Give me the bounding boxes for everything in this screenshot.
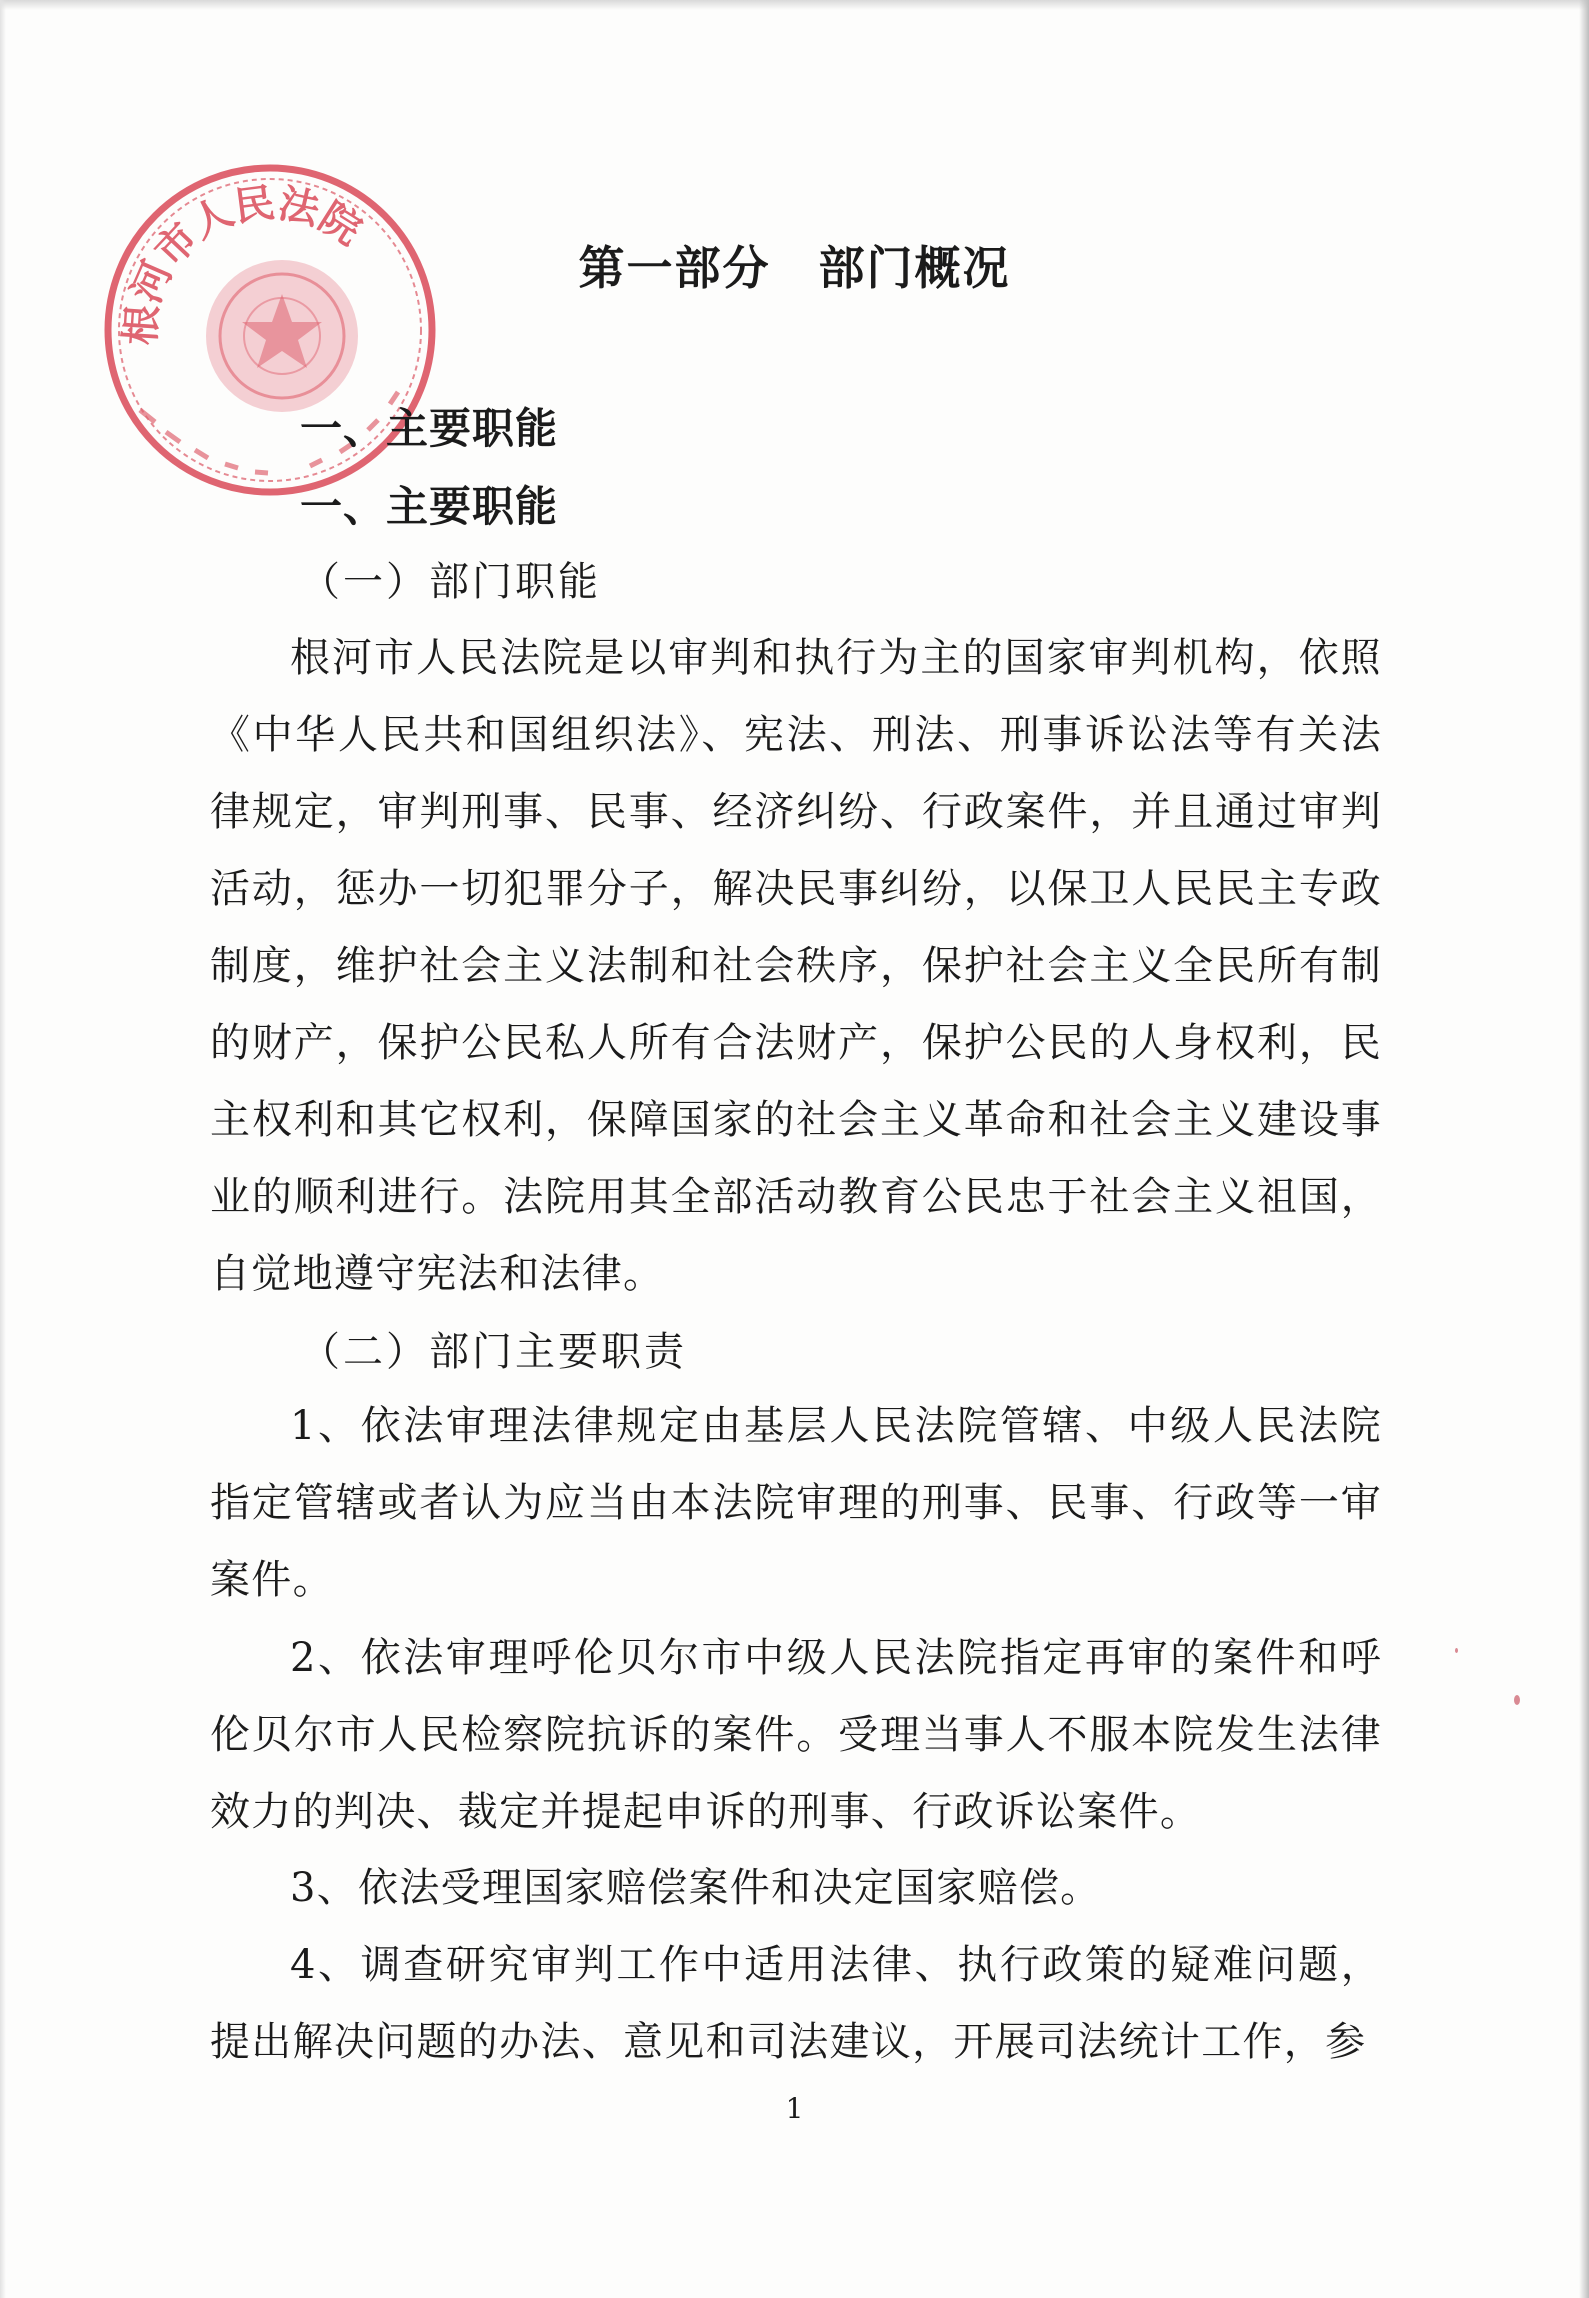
page-title: 第一部分 部门概况	[578, 241, 1011, 295]
functions-paragraph: 根河市人民法院是以审判和执行为主的国家审判机构，依照《中华人民共和国组织法》、宪法、刑法、刑事诉讼法等有关法律规定，审判刑事、民事、经济纠纷、行政案件，并且通过审判活动，惩办一切犯罪分子，解决民事纠纷，以保卫人民民主专政制度，维护社会主义法制和社会秩序，保护社会主义全民所有制的财产，保护公民私人所有合法财产，保护公民的人身权利，民主权利和其它权利，保障国家的社会主义革命和社会主义建设事业的顺利进行。法院用其全部活动教育公民忠于社会主义祖国，自觉地遵守宪法和法律。	[210, 635, 1382, 1297]
ink-speck	[1514, 1695, 1520, 1705]
duty-item-2: 2、依法审理呼伦贝尔市中级人民法院指定再审的案件和呼伦贝尔市人民检察院抗诉的案件。受理当事人不服本院发生法律效力的判决、裁定并提起申诉的刑事、行政诉讼案件。	[210, 1635, 1382, 1835]
duty-item-4: 4、调查研究审判工作中适用法律、执行政策的疑难问题，提出解决问题的办法、意见和司法建议，开展司法统计工作，参	[210, 1942, 1382, 2065]
duty-item-1: 1、依法审理法律规定由基层人民法院管辖、中级人民法院指定管辖或者认为应当由本法院审理的刑事、民事、行政等一审案件。	[210, 1403, 1382, 1603]
section-heading: 一、主要职能	[300, 404, 559, 453]
page-number: 1	[785, 2092, 804, 2125]
subsection-heading-functions: （一）部门职能	[300, 559, 601, 605]
duty-item-3: 3、依法受理国家赔偿案件和决定国家赔偿。	[290, 1865, 1102, 1911]
scan-edge-left	[0, 0, 6, 2298]
subsection-heading-duties: （二）部门主要职责	[300, 1329, 687, 1375]
seal-text: 根河市人民法院	[116, 179, 370, 347]
section-heading-repeat: 一、主要职能	[300, 482, 559, 531]
ink-speck	[1455, 1648, 1458, 1653]
scan-edge-top	[0, 0, 1589, 10]
scan-edge-right	[1579, 0, 1589, 2298]
